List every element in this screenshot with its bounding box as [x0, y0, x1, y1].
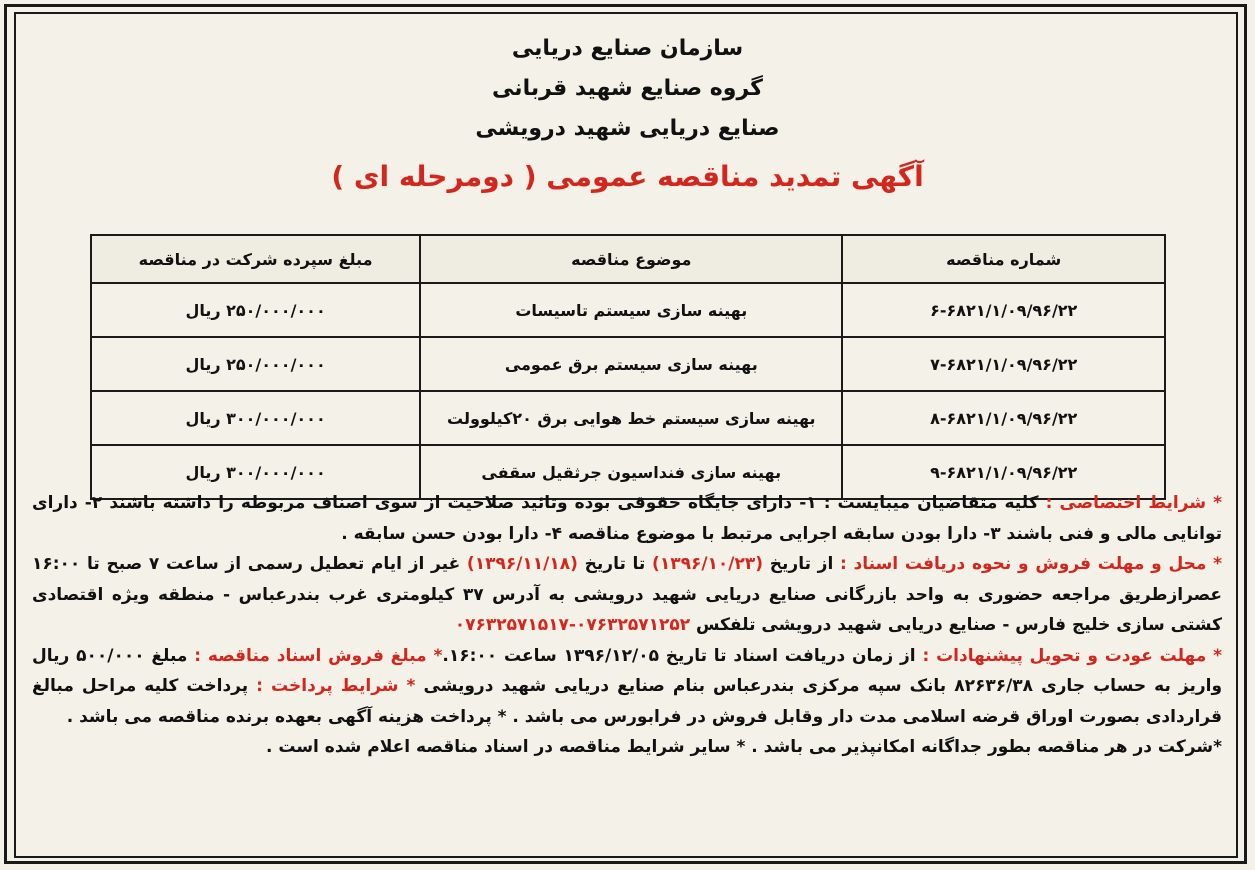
notice-body: [32, 488, 1222, 763]
tender-subject: بهینه سازی فنداسیون جرثقیل سقفی: [420, 445, 842, 499]
participation-text: *شرکت در هر مناقصه بطور جداگانه امکانپذیر می باشد . * سایر شرایط مناقصه در اسناد مناقصه اعلام شده است .: [265, 737, 1222, 757]
organization-name: سازمان صنایع دریایی: [511, 36, 744, 61]
tender-table: [90, 234, 1166, 500]
payment-terms-text: پرداخت کلیه مراحل مبالغ قراردادی بصورت اوراق قرضه اسلامی مدت دار وقابل فروش در فرابورس می باشد . * پرداخت هزینه آگهی بعهده برنده مناقصه می باشد .: [32, 676, 1222, 727]
payment-terms-label: * شرایط پرداخت :: [256, 676, 424, 696]
tender-subject: بهینه سازی سیستم برق عمومی: [420, 337, 842, 391]
header-deposit-amount: مبلغ سپرده شرکت در مناقصه: [91, 235, 420, 283]
telefax-numbers: ۰۷۶۳۲۵۷۱۲۵۲-۰۷۶۳۲۵۷۱۵۱۷: [454, 615, 691, 635]
sale-location-label: * محل و مهلت فروش و نحوه دریافت اسناد :: [840, 554, 1223, 574]
document-price-label: * مبلغ فروش اسناد مناقصه :: [194, 645, 443, 666]
tender-subject: بهینه سازی سیستم خط هوایی برق ۲۰کیلوولت: [420, 391, 842, 445]
table-row: [91, 283, 1165, 337]
submission-deadline-label: * مهلت عودت و تحویل پیشنهادات :: [922, 645, 1223, 666]
start-date: (۱۳۹۶/۱۰/۲۳): [652, 554, 764, 574]
tender-subject: بهینه سازی سیستم تاسیسات: [420, 283, 842, 337]
participation-paragraph: [32, 732, 1222, 763]
specific-conditions-paragraph: [32, 488, 1222, 549]
deposit-amount: ۳۰۰/۰۰۰/۰۰۰ ریال: [91, 445, 420, 499]
sale-location-text: تا تاریخ: [577, 554, 653, 574]
company-name: صنایع دریایی شهید درویشی: [475, 116, 780, 141]
deposit-amount: ۲۵۰/۰۰۰/۰۰۰ ریال: [91, 337, 420, 391]
end-date: (۱۳۹۶/۱۱/۱۸): [466, 554, 578, 574]
deposit-amount: ۲۵۰/۰۰۰/۰۰۰ ریال: [91, 283, 420, 337]
header-tender-number: شماره مناقصه: [842, 235, 1165, 283]
table-row: [91, 391, 1165, 445]
tender-number: ۷-۶۸۲۱/۱/۰۹/۹۶/۲۲: [842, 337, 1165, 391]
sale-location-text: غیر از ایام تعطیل رسمی از ساعت ۷ صبح تا ۱۶:۰۰ عصرازطریق مراجعه حضوری به واحد بازرگانی صنایع دریایی شهید درویشی به آدرس ۳۷ کیلومتری غرب بندرعباس - منطقه ویژه اقتصادی کشتی سازی خلیج فارس - صنایع دریایی شهید درویشی تلفکس: [32, 554, 1223, 635]
tender-number: ۸-۶۸۲۱/۱/۰۹/۹۶/۲۲: [842, 391, 1165, 445]
table-row: [91, 337, 1165, 391]
notice-title: آگهی تمدید مناقصه عمومی ( دومرحله ای ): [331, 160, 924, 193]
group-name: گروه صنایع شهید قربانی: [492, 76, 763, 101]
tender-number: ۶-۶۸۲۱/۱/۰۹/۹۶/۲۲: [842, 283, 1165, 337]
submission-deadline-text: از زمان دریافت اسناد تا تاریخ ۱۳۹۶/۱۲/۰۵ ساعت ۱۶:۰۰.: [442, 645, 923, 666]
specific-conditions-text: کلیه متقاضیان میبایست : ۱- دارای جایگاه حقوقی بوده وتائید صلاحیت از سوی اصناف مربوطه را داشته باشند ۲- دارای توانایی مالی و فنی باشند ۳- دارا بودن سابقه اجرایی مرتبط با موضوع مناقصه ۴- دارا بودن حسن سابقه .: [32, 493, 1222, 544]
sale-location-paragraph: [32, 549, 1222, 641]
sale-location-text: از تاریخ: [763, 554, 841, 574]
tender-number: ۹-۶۸۲۱/۱/۰۹/۹۶/۲۲: [842, 445, 1165, 499]
header-tender-subject: موضوع مناقصه: [420, 235, 842, 283]
document-price-text: مبلغ ۵۰۰/۰۰۰ ریال واریز به حساب جاری ۸۲۶۳۶/۳۸ بانک سپه مرکزی بندرعباس بنام صنایع دریایی شهید درویشی: [32, 645, 1223, 696]
submission-paragraph: [32, 641, 1222, 733]
deposit-amount: ۳۰۰/۰۰۰/۰۰۰ ریال: [91, 391, 420, 445]
table-header-row: [91, 235, 1165, 283]
specific-conditions-label: * شرایط اختصاصی :: [1045, 493, 1222, 513]
